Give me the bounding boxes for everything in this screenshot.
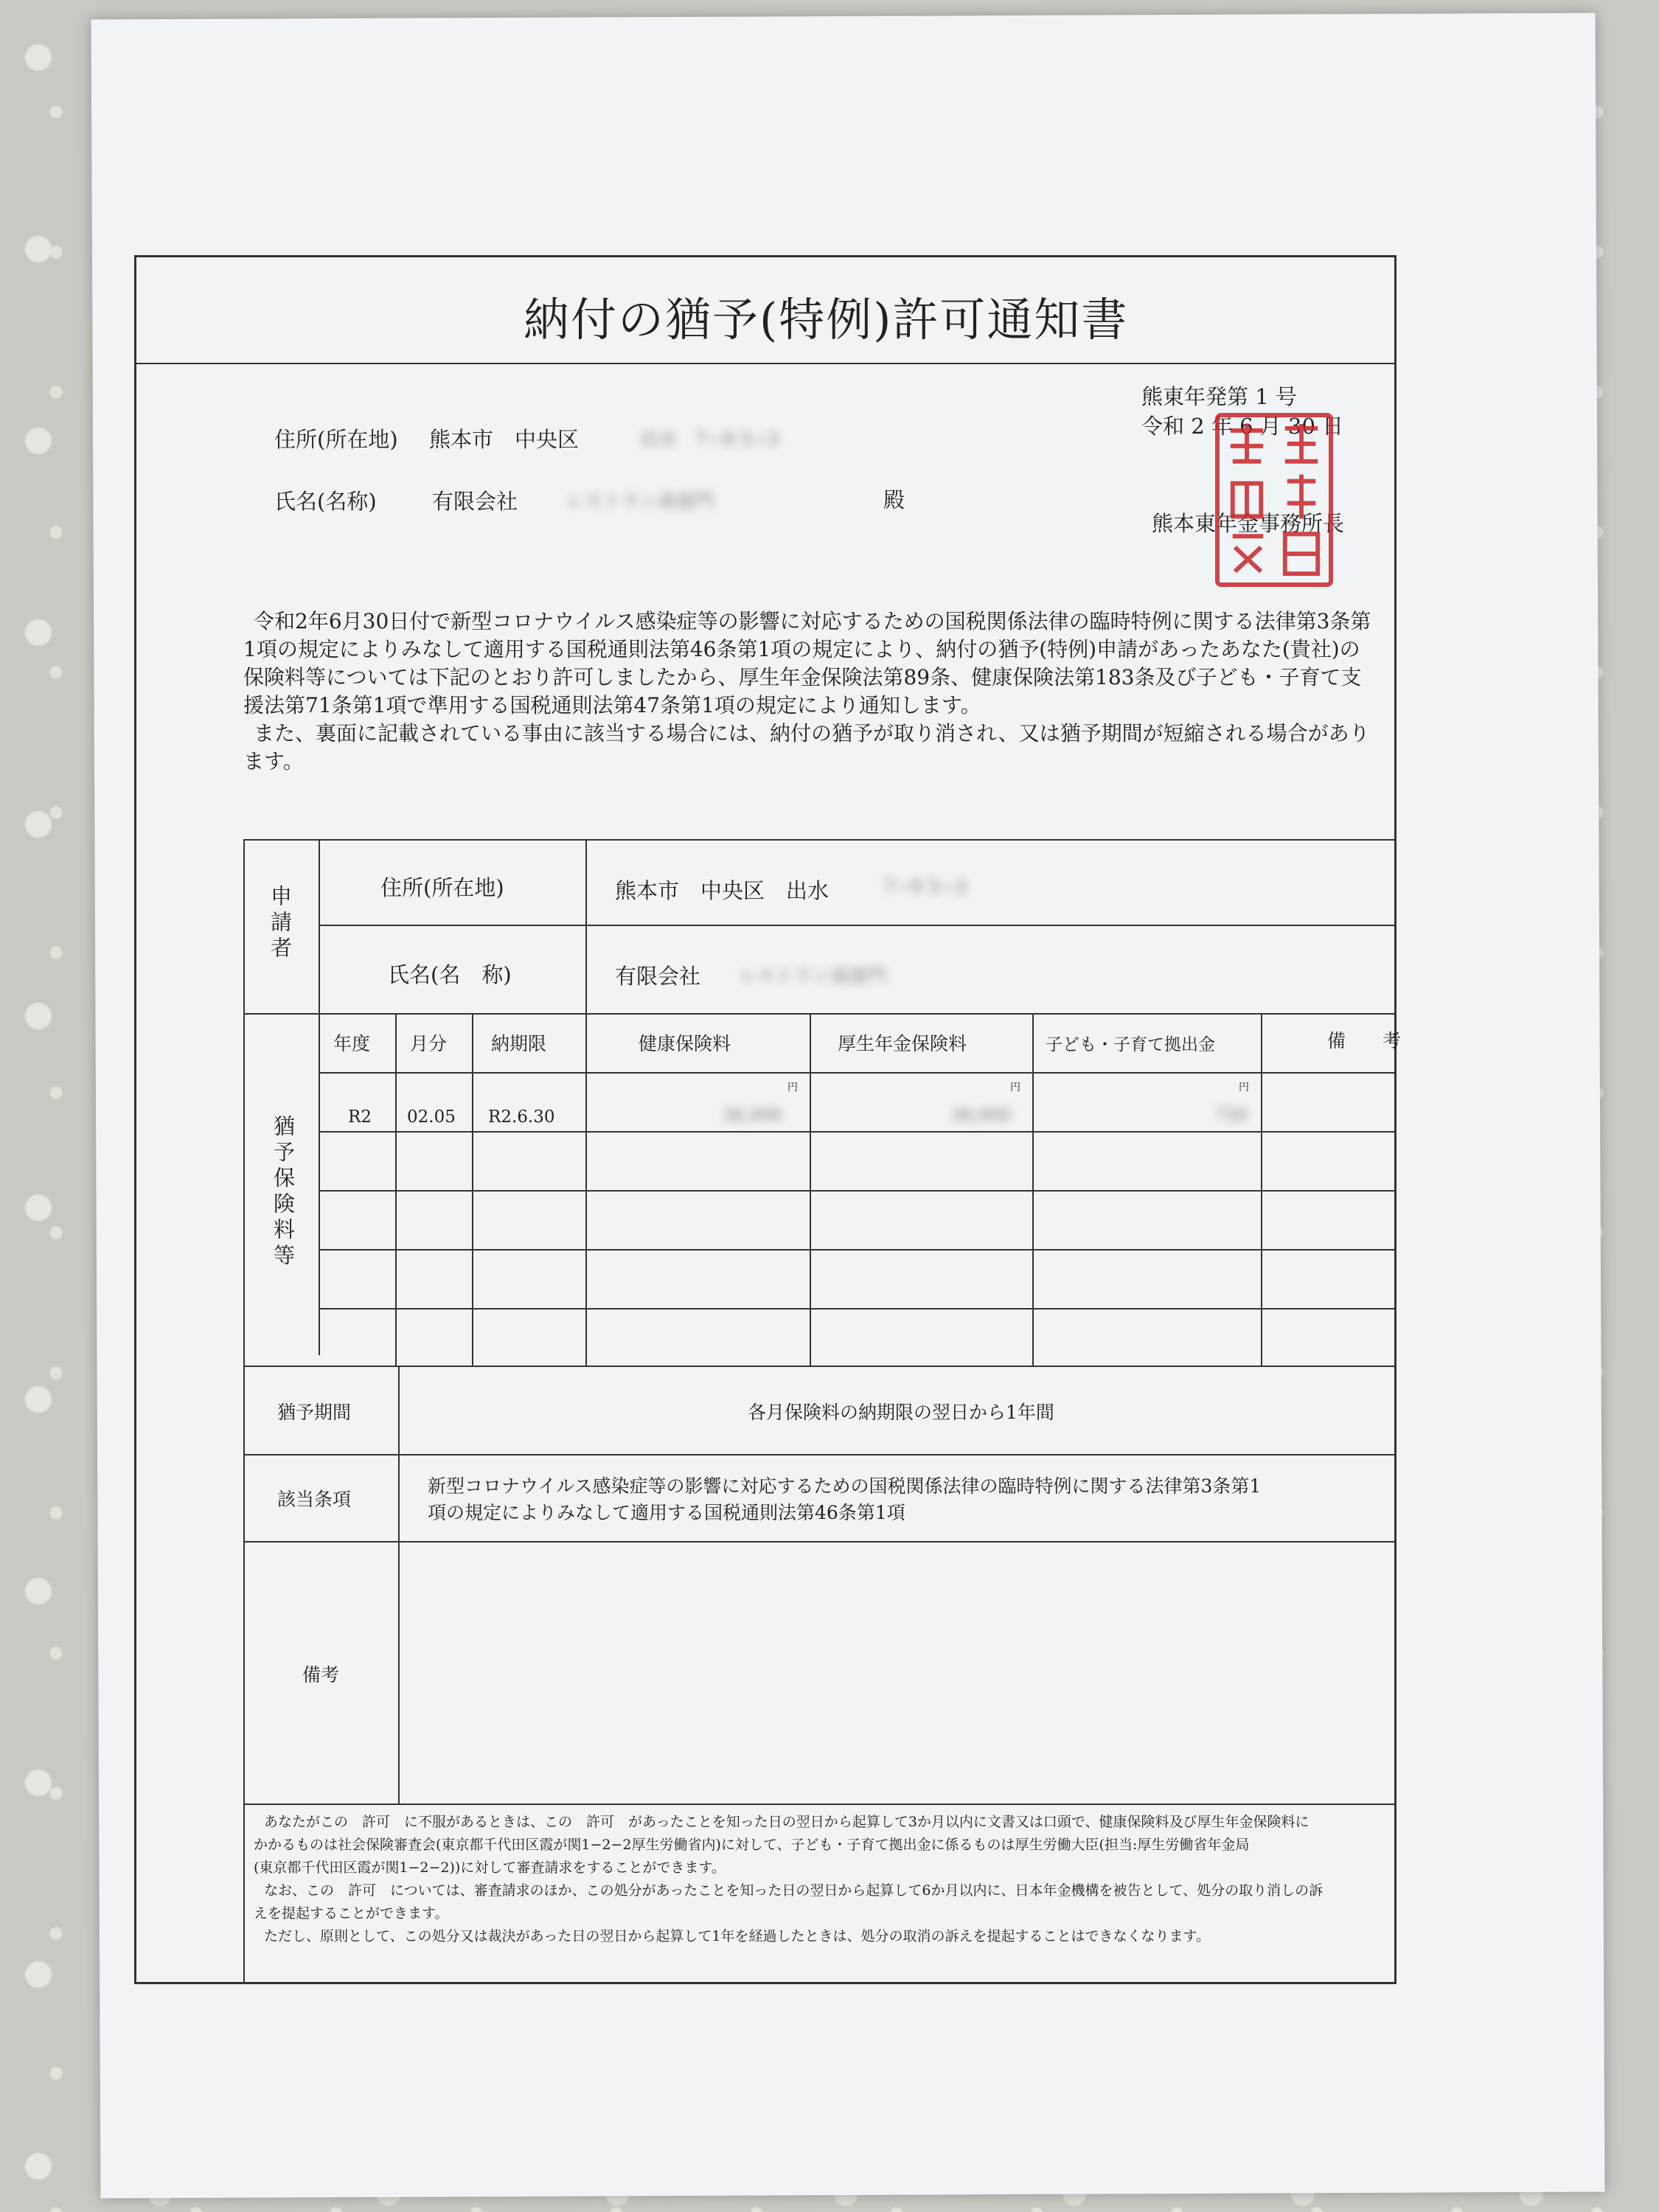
applicable-clause-line1: 新型コロナウイルス感染症等の影響に対応するための国税関係法律の臨時特例に関する法律第3条第1 xyxy=(428,1475,1262,1497)
applicant-address-redacted: 7−9 5−3 xyxy=(883,876,967,897)
recipient-name-redacted: レストラン南蛮門 xyxy=(566,490,714,512)
header-health: 健康保険料 xyxy=(639,1033,731,1054)
footer-line-5: えを提起することができます。 xyxy=(254,1905,449,1921)
col-divider-year xyxy=(395,1013,397,1366)
header-pension: 厚生年金保険料 xyxy=(838,1033,967,1054)
table-left-border xyxy=(243,839,245,1984)
issue-number: 熊東年発第 1 号 xyxy=(1141,384,1297,409)
recipient-address-label: 住所(所在地) xyxy=(274,427,398,452)
applicable-clause-label: 該当条項 xyxy=(277,1489,352,1510)
recipient-address-redacted: 出水 7−9 5−3 xyxy=(640,428,779,450)
notice-body-paragraph-2: また、裏面に記載されている事由に該当する場合には、納付の猶予が取り消され、又は猶予期間が短縮される場合があります。 xyxy=(243,721,1370,773)
row1-year: R2 xyxy=(348,1107,372,1127)
grace-bottom-border xyxy=(243,1454,1397,1455)
document-title: 納付の猶予(特例)許可通知書 xyxy=(524,293,1129,347)
applicant-address-value: 熊本市 中央区 出水 xyxy=(615,878,830,903)
premium-header-divider xyxy=(319,1072,1397,1074)
applicant-row-divider xyxy=(319,925,1397,926)
table-top-border xyxy=(243,839,1397,841)
row1-child-redacted: 720 xyxy=(1215,1106,1248,1125)
honorific: 殿 xyxy=(883,487,905,512)
row1-month: 02.05 xyxy=(407,1107,456,1127)
col-divider-pension xyxy=(1032,1013,1034,1366)
recipient-name-value: 有限会社 xyxy=(432,489,518,514)
row1-health-yen: 円 xyxy=(787,1082,798,1093)
row1-health-redacted: 36,000 xyxy=(723,1106,782,1125)
footer-line-4: なお、この 許可 については、審査請求のほか、この処分があったことを知った日の翌日から起算して6か月以内に、日本年金機構を被告として、処分の取り消しの訴 xyxy=(264,1882,1324,1899)
grace-period-label: 猶予期間 xyxy=(277,1402,352,1423)
clause-bottom-border xyxy=(243,1541,1397,1543)
issue-date: 令和 2 年 6 月 30 日 xyxy=(1141,414,1344,439)
footer-line-6: ただし、原則として、この処分又は裁決があった日の翌日から起算して1年を経過したときは、処分の取消の訴えを提起することはできなくなります。 xyxy=(264,1928,1211,1944)
premium-row-divider-3 xyxy=(319,1249,1397,1251)
grace-period-value: 各月保険料の納期限の翌日から1年間 xyxy=(748,1402,1054,1423)
premium-row-divider-2 xyxy=(319,1190,1397,1192)
header-remarks: 備 考 xyxy=(1327,1030,1402,1051)
header-deadline: 納期限 xyxy=(491,1033,547,1054)
official-seal-icon xyxy=(1215,413,1333,587)
applicant-address-label: 住所(所在地) xyxy=(380,875,504,900)
footer-line-1: あなたがこの 許可 に不服があるときは、この 許可 があったことを知った日の翌日から起算して3か月以内に文書又は口頭で、健康保険料及び厚生年金保険料に xyxy=(264,1814,1310,1830)
applicable-clause-line2: 項の規定によりみなして適用する国税通則法第46条第1項 xyxy=(428,1502,905,1523)
premium-row-divider-4 xyxy=(319,1308,1397,1310)
footer-line-2: かかるものは社会保険審査会(東京都千代田区霞が関1−2−2厚生労働省内)に対して、子ども・子育て拠出金に係るものは厚生労働大臣(担当:厚生労働省年金局 xyxy=(254,1837,1250,1853)
header-year: 年度 xyxy=(333,1033,371,1054)
row1-pension-redacted: 36,000 xyxy=(951,1106,1011,1125)
remarks-label: 備考 xyxy=(302,1664,340,1686)
applicant-name-value: 有限会社 xyxy=(615,964,701,989)
remarks-bottom-border xyxy=(243,1804,1397,1805)
applicant-name-label: 氏名(名 称) xyxy=(388,962,512,987)
premium-section-label: 猶予保険料等 xyxy=(271,1115,296,1270)
applicant-value-divider xyxy=(585,839,587,1013)
col-divider-month xyxy=(472,1013,473,1366)
section-label-divider xyxy=(319,839,320,1355)
lower-label-divider xyxy=(398,1366,400,1804)
applicant-bottom-border xyxy=(243,1013,1397,1015)
col-divider-deadline xyxy=(585,1013,587,1366)
row1-deadline: R2.6.30 xyxy=(488,1107,555,1127)
row1-pension-yen: 円 xyxy=(1010,1082,1020,1093)
row1-child-yen: 円 xyxy=(1239,1082,1249,1093)
recipient-address-value: 熊本市 中央区 xyxy=(429,427,580,452)
applicant-name-redacted: レストラン南蛮門 xyxy=(739,965,886,987)
header-month: 月分 xyxy=(410,1033,448,1054)
notice-body-paragraph-1: 令和2年6月30日付で新型コロナウイルス感染症等の影響に対応するための国税関係法律の臨時特例に関する法律第3条第1項の規定によりみなして適用する国税通則法第46条第1項の規定により、納付の猶予(特例)申請があったあなた(貴社)の保険料等については下記のとおり許可しましたから、厚生年金保険法第89条、健康保険法第183条及び子ども・子育て支援法第71条第1項で準用する国税通則法第47条第1項の規定により通知します。 xyxy=(243,609,1371,717)
issuer-name: 熊本東年金事務所長 xyxy=(1152,511,1345,536)
col-divider-health xyxy=(810,1013,811,1366)
applicant-section-label: 申請者 xyxy=(268,885,293,962)
title-divider xyxy=(134,363,1397,364)
recipient-name-label: 氏名(名称) xyxy=(274,489,377,514)
col-divider-child xyxy=(1261,1013,1262,1366)
footer-line-3: (東京都千代田区霞が関1−2−2))に対して審査請求をすることができます。 xyxy=(254,1860,726,1876)
header-child: 子ども・子育て拠出金 xyxy=(1046,1035,1215,1054)
premium-row-divider-1 xyxy=(319,1131,1397,1133)
premium-bottom-border xyxy=(243,1366,1397,1367)
footer-notice xyxy=(254,1811,1389,1948)
